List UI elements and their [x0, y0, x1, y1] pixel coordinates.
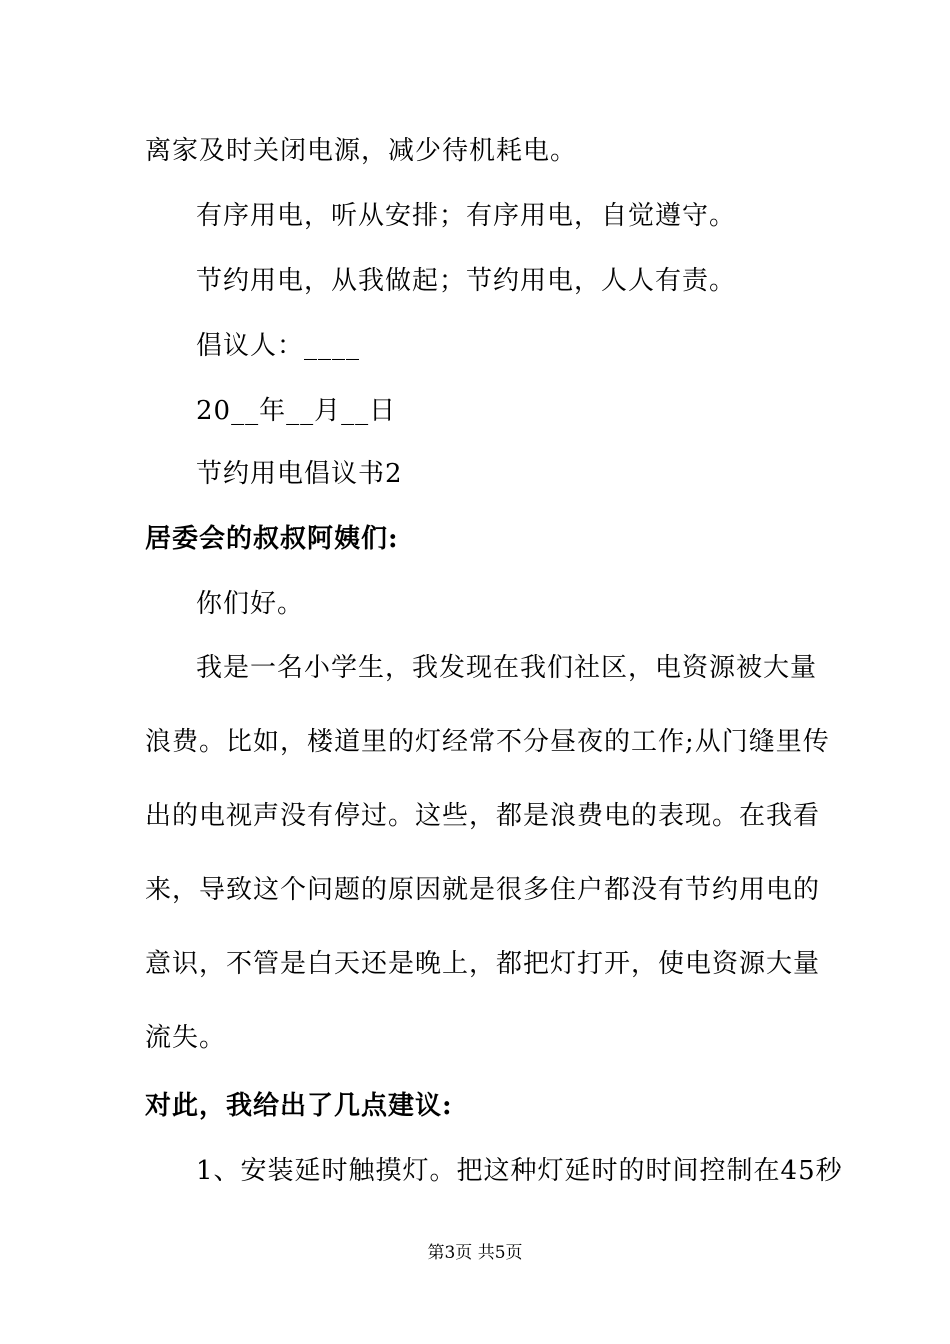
- date-line: 20__年__月__日: [196, 396, 397, 426]
- signature-line: 倡议人：____: [196, 331, 361, 361]
- suggestion-heading: 对此，我给出了几点建议:: [145, 1091, 453, 1121]
- body-line: 离家及时关闭电源，减少待机耗电。: [145, 136, 578, 166]
- paragraph-line: 流失。: [145, 1023, 227, 1053]
- paragraph-line: 我是一名小学生，我发现在我们社区，电资源被大量: [196, 653, 818, 683]
- paragraph-line: 意识，不管是白天还是晚上，都把灯打开，使电资源大量: [145, 949, 821, 979]
- body-line: 节约用电，从我做起；节约用电，人人有责。: [196, 266, 737, 296]
- paragraph-line: 出的电视声没有停过。这些，都是浪费电的表现。在我看: [145, 801, 821, 831]
- greeting-line: 你们好。: [196, 589, 305, 619]
- body-line: 有序用电，听从安排；有序用电，自觉遵守。: [196, 201, 737, 231]
- salutation: 居委会的叔叔阿姨们:: [145, 524, 399, 554]
- list-item: 1、安装延时触摸灯。把这种灯延时的时间控制在45秒: [196, 1156, 843, 1186]
- paragraph-line: 浪费。比如，楼道里的灯经常不分昼夜的工作;从门缝里传: [145, 727, 830, 757]
- paragraph-line: 来，导致这个问题的原因就是很多住户都没有节约用电的: [145, 875, 821, 905]
- section-title: 节约用电倡议书2: [196, 459, 403, 489]
- page-indicator: 第3页 共5页: [427, 1243, 523, 1263]
